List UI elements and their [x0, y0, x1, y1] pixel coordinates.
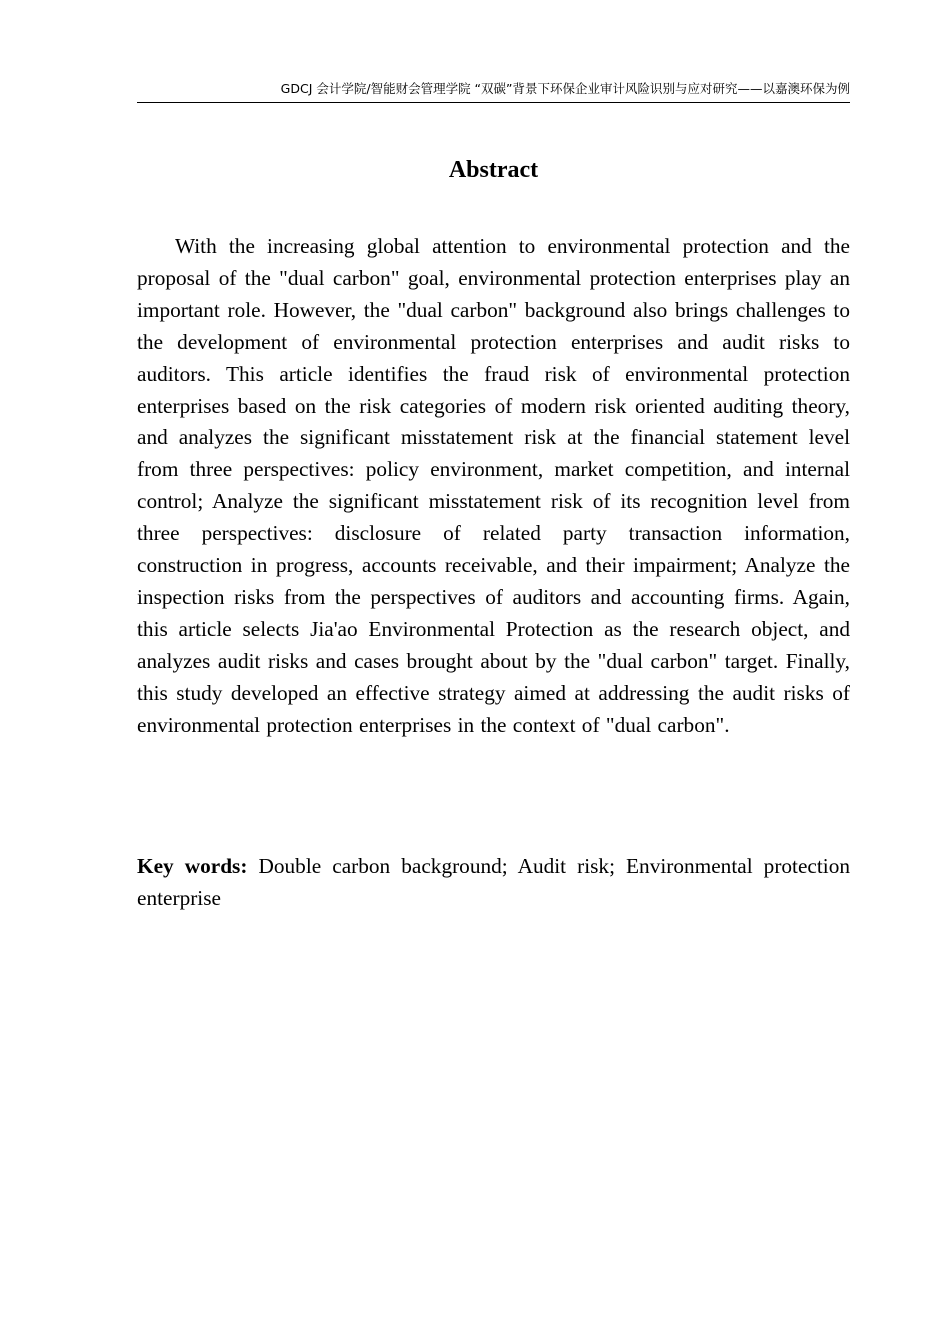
keywords-label: Key words:: [137, 854, 248, 878]
keywords-paragraph: [137, 850, 850, 914]
running-header: GDCJ 会计学院/智能财会管理学院 “双碳”背景下环保企业审计风险识别与应对研究——以嘉澳环保为例: [280, 81, 850, 96]
header-divider: [137, 102, 850, 103]
abstract-title: Abstract: [448, 157, 539, 183]
keywords-text: Double carbon background; Audit risk; Environmental protection enterprise: [137, 854, 851, 910]
abstract-body: With the increasing global attention to environmental protection and the proposal of the "dual carbon" goal, environmental protection enterprises play an important role. However, the "dual carbon" background also brings challenges to the development of environmental protection enterprises and audit risks to auditors. This article identifies the fraud risk of environmental protection enterprises based on the risk categories of modern risk oriented auditing theory, and analyzes the significant misstatement risk at the financial statement level from three perspectives: policy environment, market competition, and internal control; Analyze the significant misstatement risk of its recognition level from three perspectives: disclosure of related party transaction information, construction in progress, accounts receivable, and their impairment; Analyze the inspection risks from the perspectives of auditors and accounting firms. Again, this article selects Jia'ao Environmental Protection as the research object, and analyzes audit risks and cases brought about by the "dual carbon" target. Finally, this study developed an effective strategy aimed at addressing the audit risks of environmental protection enterprises in the context of "dual carbon".: [137, 234, 850, 737]
